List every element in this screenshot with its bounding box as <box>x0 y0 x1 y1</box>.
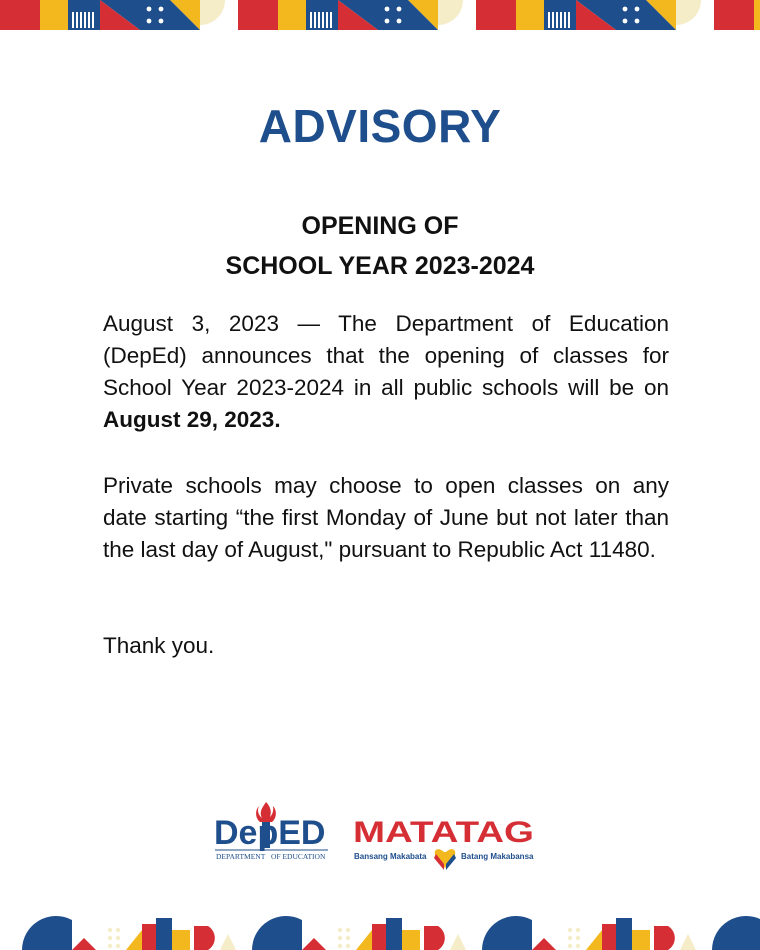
deped-sub-left: DEPARTMENT <box>216 852 266 861</box>
subtitle <box>0 206 760 286</box>
deped-sub-right: OF EDUCATION <box>271 852 326 861</box>
hands-heart-icon <box>434 849 456 870</box>
matatag-left-tagline: Bansang Makabata <box>354 852 427 861</box>
announcement-paragraph <box>103 308 669 436</box>
footer-logos <box>0 800 760 880</box>
deped-logo <box>214 802 328 861</box>
announcement-text: August 3, 2023 — The Department of Education (DepEd) announces that the opening of classes for School Year 2023-2024 in all public schools will be on <box>103 311 669 400</box>
closing-text: Thank you. <box>103 633 215 658</box>
private-schools-paragraph: Private schools may choose to open classes on any date starting “the first Monday of June but not later than the last day of August," pursuant to Republic Act 11480. <box>103 473 669 562</box>
matatag-wordmark: MATATAG <box>353 816 534 849</box>
deped-wordmark: DepED <box>214 814 326 852</box>
bottom-decorative-band <box>0 914 760 950</box>
top-decorative-band <box>0 0 760 30</box>
page-title: ADVISORY <box>258 100 502 152</box>
matatag-right-tagline: Batang Makabansa <box>461 852 534 861</box>
opening-date: August 29, 2023. <box>103 407 281 432</box>
subtitle-line-2: SCHOOL YEAR 2023-2024 <box>225 252 535 280</box>
subtitle-line-1: OPENING OF <box>301 212 459 240</box>
matatag-logo <box>353 816 534 870</box>
